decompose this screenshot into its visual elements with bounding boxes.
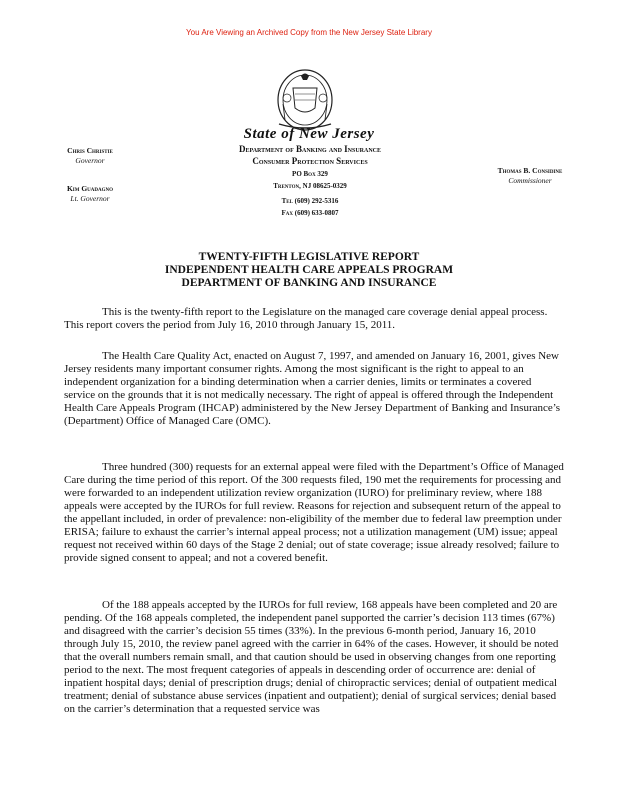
state-title: State of New Jersey [243,126,375,142]
report-title-line-1: TWENTY-FIFTH LEGISLATIVE REPORT [198,251,420,263]
city-line: Trenton, NJ 08625-0329 [273,182,347,190]
department-block [210,143,410,167]
commissioner-name: Thomas B. Considine [497,166,563,175]
report-title [0,251,618,290]
paragraph-2-text: The Health Care Quality Act, enacted on August 7, 1997, and amended on January 16, 2001, gives New Jersey residents many important consumer rights. Among the most significant is the right to appeal to an independent organization for a binding determination when a carrier denies, limits or terminates a covered service on the grounds that it is not medically necessary. The right of appeal is offered through the Independent Health Care Appeals Program (IHCAP) administered by the New Jersey Department of Banking and Insurance’s (Department) Office of Managed Care (OMC). [64,350,561,427]
paragraph-1-text: This is the twenty-fifth report to the Legislature on the managed care coverage denial appeal process. This report covers the period from July 16, 2010 through January 15, 2011. [64,306,548,331]
division-name: Consumer Protection Services [252,156,368,166]
paragraph-3-text: Three hundred (300) requests for an external appeal were filed with the Department’s Office of Managed Care during the time period of this report. Of the 300 requests filed, 190 met the requirements for processing and were forwarded to an independent utilization review organization (IURO) for preliminary review, where 188 appeals were accepted by the IUROs for full review. Reasons for rejection and subsequent return of the appeal to the appellant included, in order of prevalence: non-eligibility of the member due to federal law preemption under ERISA; failure to exhaust the carrier’s internal appeal process; not a utilization management (UM) issue; appeal request not received within 60 days of the Stage 2 denial; out of state coverage; issue already resolved; failure to provide signed consent to appeal; and not a covered benefit. [64,461,564,564]
state-seal-icon [265,68,345,132]
commissioner-title: Commissioner [508,176,552,185]
paragraph-requests [64,461,564,565]
report-title-line-3: DEPARTMENT OF BANKING AND INSURANCE [181,277,437,289]
commissioner-block [470,166,590,186]
report-title-line-2: INDEPENDENT HEALTH CARE APPEALS PROGRAM [164,264,454,276]
paragraph-intro [64,306,564,332]
lt-governor-block [40,184,140,204]
paragraph-act [64,350,564,428]
address-block [210,168,410,192]
governor-title: Governor [75,156,105,165]
lt-governor-name: Kim Guadagno [66,184,114,193]
phone-block [210,195,410,219]
po-box: PO Box 329 [292,170,328,178]
fax: Fax (609) 633-0807 [281,209,339,217]
paragraph-appeals [64,599,564,716]
department-name: Department of Banking and Insurance [238,144,382,154]
telephone: Tel (609) 292-5316 [281,197,339,205]
lt-governor-title: Lt. Governor [70,194,110,203]
governor-name: Chris Christie [67,146,113,155]
archive-notice: You Are Viewing an Archived Copy from the New Jersey State Library [186,28,432,37]
governor-block [40,146,140,166]
paragraph-4-text: Of the 188 appeals accepted by the IUROs for full review, 168 appeals have been completed and 20 are pending. Of the 168 appeals completed, the independent panel supported the carrier’s decision 113 times (67%) and disagreed with the carrier’s decision 55 times (33%). In the previous 6-month period, January 16, 2010 through July 15, 2010, the review panel agreed with the carrier in 64% of the cases. However, it should be noted that the overall numbers remain small, and that caution should be used in observing changes from one reporting period to the next. The most frequent categories of appeals in descending order of occurrence are: denial of inpatient hospital days; denial of prescription drugs; denial of chiropractic services; denial of outpatient medical treatment; denial of substance abuse services (inpatient and outpatient); denial of surgical services; denial based on the carrier’s determination that a requested service was [64,599,559,715]
